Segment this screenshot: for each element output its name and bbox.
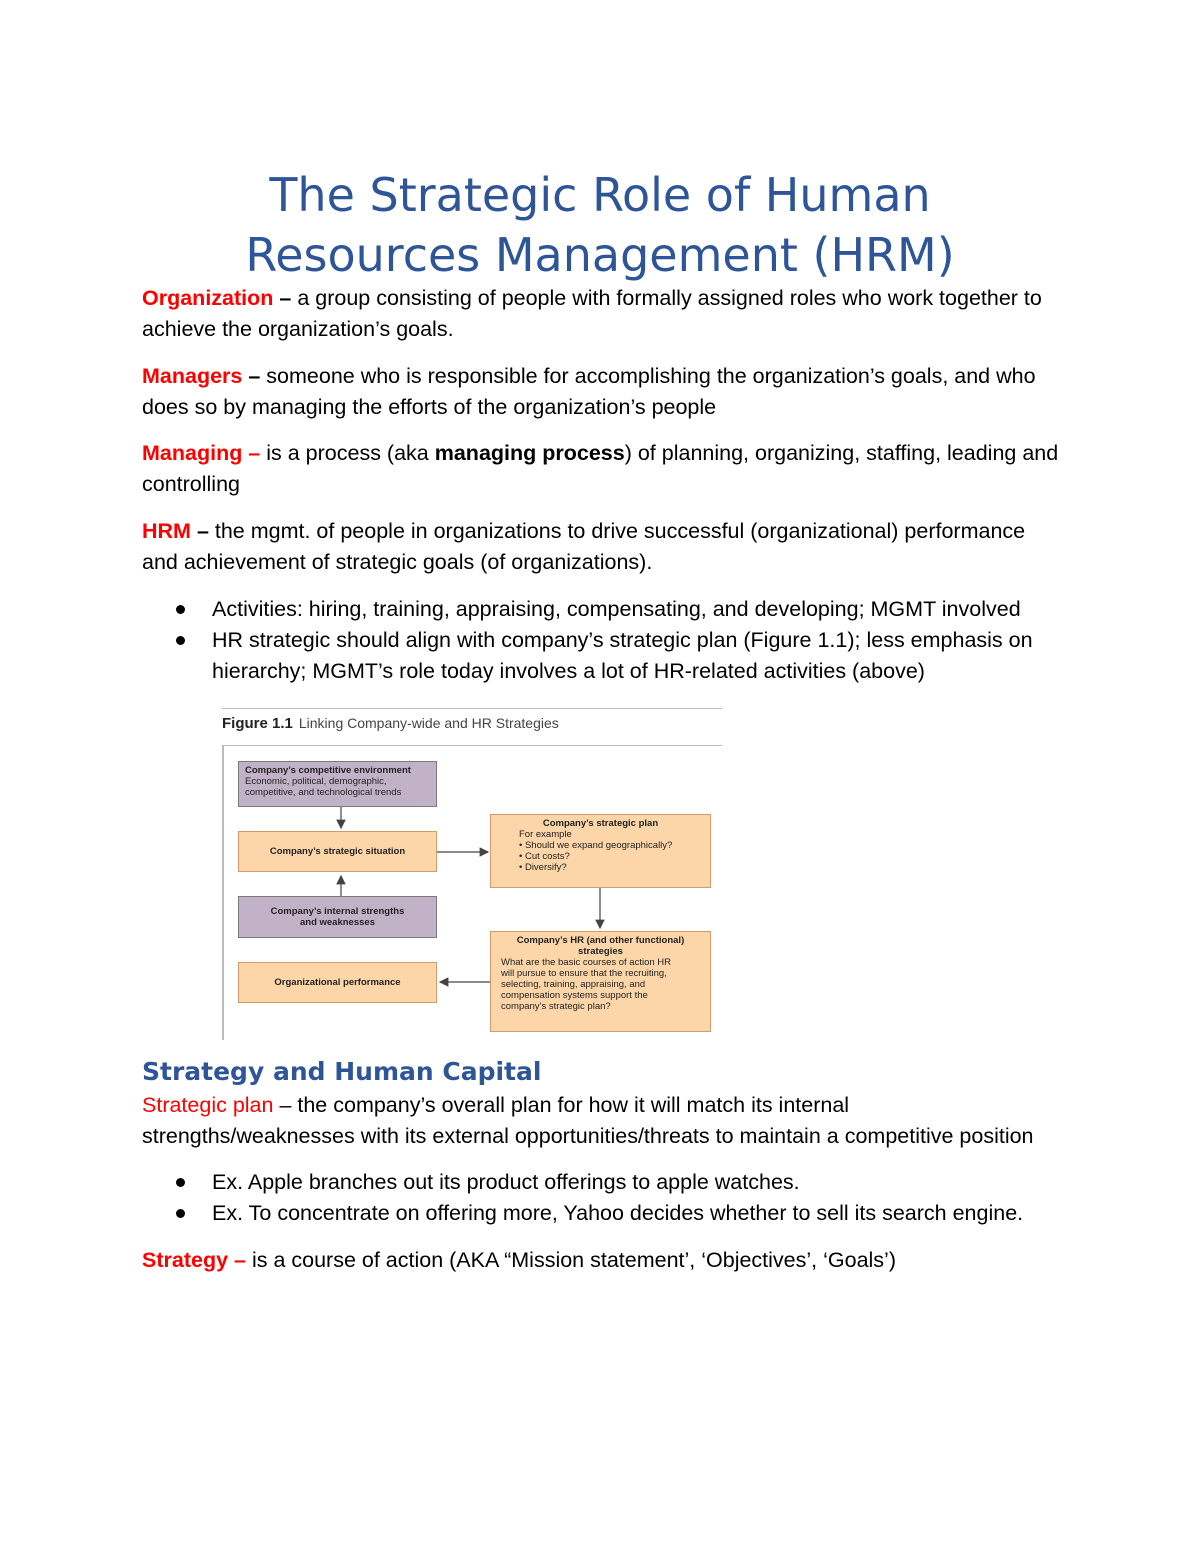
term-organization: Organization: [142, 286, 274, 310]
bullet-icon: [176, 1209, 185, 1218]
term-managers: Managers: [142, 364, 243, 388]
list-item: Ex. To concentrate on offering more, Yahoo decides whether to sell its search engine.: [142, 1198, 1092, 1229]
list-item: Activities: hiring, training, appraising, compensating, and developing; MGMT involved: [142, 594, 1092, 625]
bullet-icon: [176, 1178, 185, 1187]
bullet-icon: [176, 605, 185, 614]
figure-hr-strategies: [222, 708, 722, 1040]
definition-strategy: Strategy – is a course of action (AKA “Mission statement’, ‘Objectives’, ‘Goals’): [142, 1248, 896, 1272]
page-title-line-2: Resources Management (HRM): [245, 228, 955, 282]
definition-hrm: HRM – the mgmt. of people in organizations to drive successful (organizational) performance and achievement of strategic goals (of organizations).: [142, 519, 1026, 574]
figure-number: Figure 1.1: [222, 715, 293, 732]
definition-managing: Managing – is a process (aka managing process) of planning, organizing, staffing, leading and controlling: [142, 441, 1059, 496]
hrm-bullet-list: [142, 594, 1092, 687]
section-heading: Strategy and Human Capital: [142, 1057, 542, 1086]
bullet-icon: [176, 636, 185, 645]
term-strategic-plan: Strategic plan: [142, 1093, 274, 1117]
definition-strategic-plan: Strategic plan – the company’s overall plan for how it will match its internal strengths/weaknesses with its external opportunities/threats to maintain a competitive position: [142, 1093, 1034, 1148]
page-title-line-1: The Strategic Role of Human: [269, 168, 931, 222]
box-hr-strategies: Company’s HR (and other functional) strategies What are the basic courses of action HR will pursue to ensure that the recruiting, selecting, training, appraising, and compensation systems support the company’s strategic plan?: [490, 931, 711, 1032]
term-managing: Managing –: [142, 441, 261, 465]
list-item: HR strategic should align with company’s strategic plan (Figure 1.1); less emphasis on hierarchy; MGMT’s role today involves a lot of HR-related activities (above): [142, 625, 1092, 687]
term-strategy: Strategy –: [142, 1248, 246, 1272]
box-strategic-situation: Company’s strategic situation: [238, 831, 437, 872]
box-competitive-environment: Company’s competitive environment Economic, political, demographic, competitive, and technological trends: [238, 761, 437, 807]
box-strategic-plan: Company’s strategic plan For example • Should we expand geographically? • Cut costs? • Diversify?: [490, 814, 711, 888]
definition-managers: Managers – someone who is responsible for accomplishing the organization’s goals, and who does so by managing the efforts of the organization’s people: [142, 364, 1036, 419]
figure-caption-text: Linking Company-wide and HR Strategies: [298, 715, 559, 731]
box-organizational-performance: Organizational performance: [238, 962, 437, 1003]
box-internal-strengths: Company’s internal strengths and weaknesses: [238, 896, 437, 938]
list-item: Ex. Apple branches out its product offerings to apple watches.: [142, 1167, 1092, 1198]
term-hrm: HRM: [142, 519, 191, 543]
example-bullet-list: [142, 1167, 1092, 1229]
definition-organization: Organization – a group consisting of people with formally assigned roles who work together to achieve the organization’s goals.: [142, 286, 1042, 341]
